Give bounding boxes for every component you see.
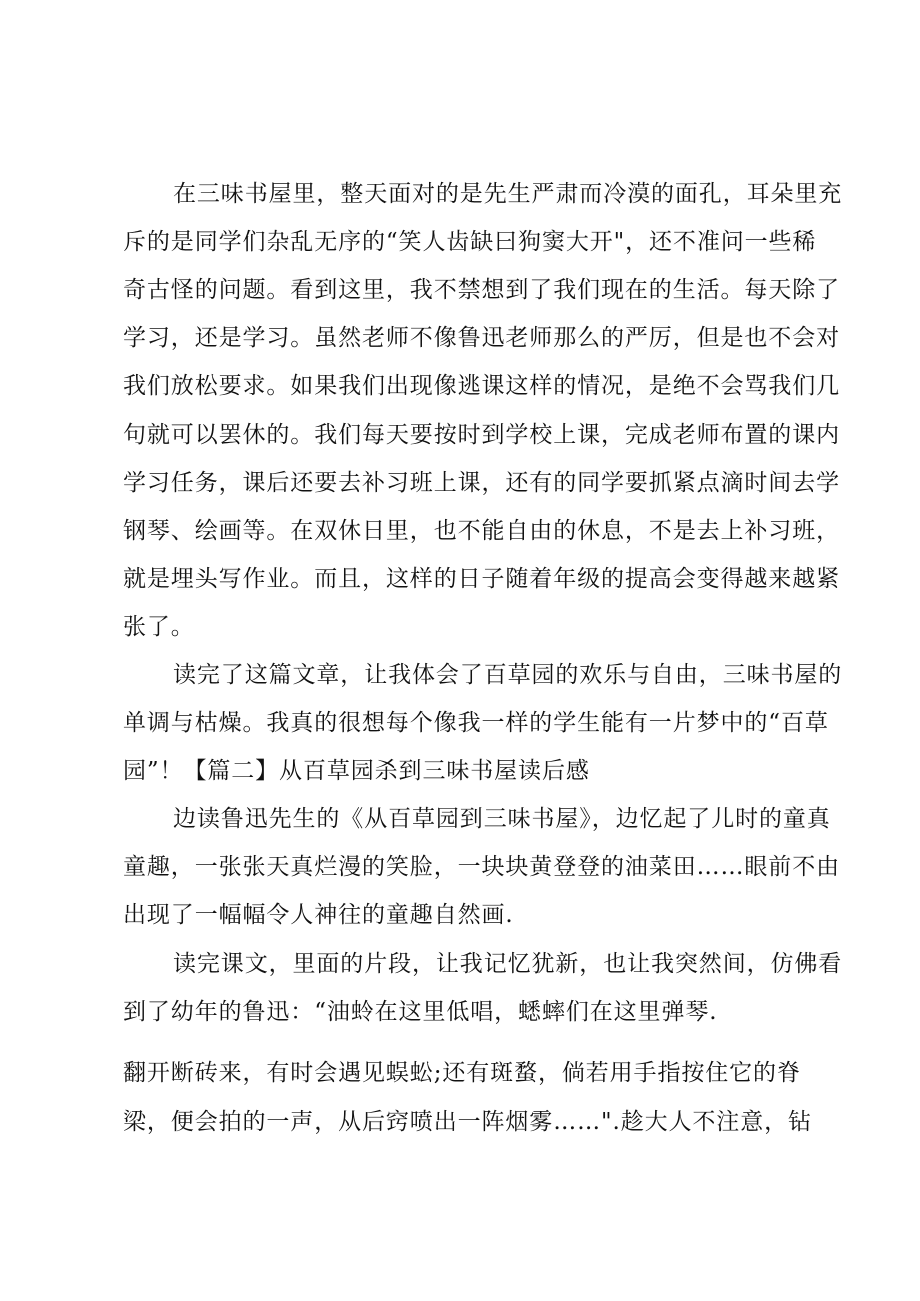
- paragraph-1-line-3: 奇古怪的问题。看到这里，我不禁想到了我们现在的生活。每天除了: [123, 277, 840, 303]
- paragraph-3-line-3: 出现了一幅幅令人神往的童趣自然画.: [123, 902, 514, 928]
- paragraph-1-line-2: 斥的是同学们杂乱无序的“笑人齿缺曰狗窦大开"，还不准问一些稀: [123, 229, 817, 255]
- paragraph-1-line-9: 就是埋头写作业。而且，这样的日子随着年级的提高会变得越来越紧: [123, 566, 840, 592]
- paragraph-1-line-1: 在三味书屋里，整天面对的是先生严肃而冷漠的面孔，耳朵里充: [173, 181, 843, 207]
- paragraph-3-line-1: 边读鲁迅先生的《从百草园到三味书屋》，边忆起了儿时的童真: [173, 806, 831, 832]
- paragraph-1-line-5: 我们放松要求。如果我们出现像逃课这样的情况，是绝不会骂我们几: [123, 373, 840, 399]
- paragraph-2-line-2: 单调与枯燥。我真的很想每个像我一样的学生能有一片梦中的“百草: [123, 710, 829, 736]
- paragraph-1-line-7: 学习任务，课后还要去补习班上课，还有的同学要抓紧点滴时间去学: [123, 470, 840, 496]
- paragraph-1-line-8: 钢琴、绘画等。在双休日里，也不能自由的休息，不是去上补习班，: [123, 518, 840, 544]
- paragraph-2-line-1: 读完了这篇文章，让我体会了百草园的欢乐与自由，三味书屋的: [173, 662, 843, 688]
- paragraph-1-line-6: 句就可以罢休的。我们每天要按时到学校上课，完成老师布置的课内: [123, 422, 840, 448]
- paragraph-3-line-2: 童趣，一张张天真烂漫的笑脸，一块块黄登登的油菜田……眼前不由: [123, 854, 840, 880]
- paragraph-1-line-4: 学习，还是学习。虽然老师不像鲁迅老师那么的严厉，但是也不会对: [123, 325, 840, 351]
- paragraph-2-line-3: 园”！【篇二】从百草园杀到三味书屋读后感: [123, 758, 590, 784]
- paragraph-4-line-1: 读完课文，里面的片段，让我记忆犹新，也让我突然间，仿佛看: [173, 951, 843, 977]
- paragraph-4-line-4: 梁，便会拍的一声，从后窍喷出一阵烟雾……".趁大人不注意，钻: [123, 1109, 812, 1135]
- paragraph-4-line-2: 到了幼年的鲁迅：“油蛉在这里低唱，蟋蟀们在这里弹琴.: [123, 999, 718, 1025]
- paragraph-4-line-3: 翻开断砖来，有时会遇见蜈蚣;还有斑蝥，倘若用手指按住它的脊: [123, 1060, 801, 1086]
- paragraph-1-line-10: 张了。: [123, 614, 195, 640]
